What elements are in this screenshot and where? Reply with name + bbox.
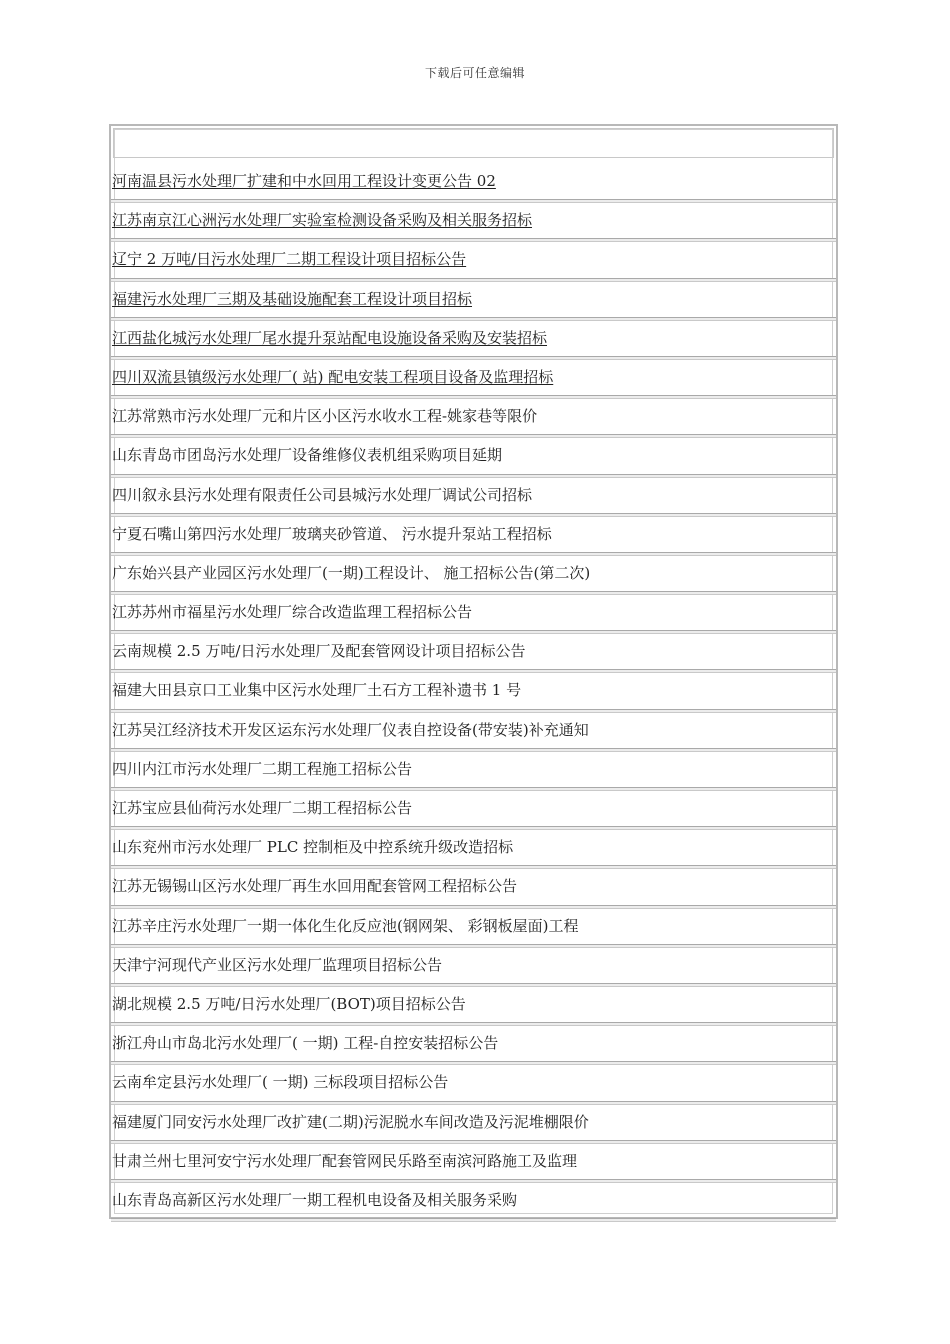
announcement-title: 宁夏石嘴山第四污水处理厂玻璃夹砂管道、 污水提升泵站工程招标	[112, 524, 552, 543]
table-row	[111, 399, 836, 438]
announcement-title: 福建厦门同安污水处理厂改扩建(二期)污泥脱水车间改造及污泥堆棚限价	[112, 1112, 589, 1131]
announcement-title: 山东兖州市污水处理厂 PLC 控制柜及中控系统升级改造招标	[112, 838, 514, 857]
table-row	[111, 478, 836, 517]
announcement-title: 山东青岛高新区污水处理厂一期工程机电设备及相关服务采购	[112, 1190, 518, 1209]
announcement-title: 云南规模 2.5 万吨/日污水处理厂及配套管网设计项目招标公告	[112, 642, 526, 661]
announcement-title: 四川叙永县污水处理有限责任公司县城污水处理厂调试公司招标	[112, 485, 533, 504]
table-row[interactable]	[111, 282, 836, 321]
table-row	[111, 987, 836, 1026]
table-rows	[111, 164, 836, 1222]
announcement-link[interactable]: 江苏南京江心洲污水处理厂实验室检测设备采购及相关服务招标	[112, 211, 533, 230]
table-row	[111, 869, 836, 908]
table-row[interactable]	[111, 321, 836, 360]
announcement-title: 四川内江市污水处理厂二期工程施工招标公告	[112, 759, 413, 778]
announcement-link[interactable]: 四川双流县镇级污水处理厂( 站) 配电安装工程项目设备及监理招标	[112, 367, 554, 386]
announcement-title: 广东始兴县产业园区污水处理厂(一期)工程设计、 施工招标公告(第二次)	[112, 563, 591, 582]
table-row	[111, 752, 836, 791]
announcement-title: 湖北规模 2.5 万吨/日污水处理厂(BOT)项目招标公告	[112, 994, 466, 1013]
table-row	[111, 1105, 836, 1144]
table-row	[111, 1144, 836, 1183]
announcement-title: 江苏吴江经济技术开发区运东污水处理厂仪表自控设备(带安装)补充通知	[112, 720, 589, 739]
announcement-link[interactable]: 辽宁 2 万吨/日污水处理厂二期工程设计项目招标公告	[112, 250, 467, 269]
table-row	[111, 1026, 836, 1065]
announcement-table	[109, 124, 838, 1219]
table-row	[111, 438, 836, 477]
announcement-title: 山东青岛市团岛污水处理厂设备维修仪表机组采购项目延期	[112, 446, 503, 465]
table-row	[111, 517, 836, 556]
table-row[interactable]	[111, 360, 836, 399]
announcement-title: 甘肃兰州七里河安宁污水处理厂配套管网民乐路至南滨河路施工及监理	[112, 1151, 578, 1170]
table-row	[111, 1065, 836, 1104]
table-row[interactable]	[111, 242, 836, 281]
announcement-title: 浙江舟山市岛北污水处理厂( 一期) 工程-自控安装招标公告	[112, 1034, 499, 1053]
table-row	[111, 634, 836, 673]
announcement-title: 福建大田县京口工业集中区污水处理厂土石方工程补遗书 1 号	[112, 681, 522, 700]
announcement-title: 江苏宝应县仙荷污水处理厂二期工程招标公告	[112, 799, 413, 817]
table-row	[111, 830, 836, 869]
announcement-link[interactable]: 江西盐化城污水处理厂尾水提升泵站配电设施设备采购及安装招标	[112, 328, 548, 347]
announcement-title: 江苏苏州市福星污水处理厂综合改造监理工程招标公告	[112, 603, 473, 622]
table-row[interactable]	[111, 164, 836, 203]
table-row	[111, 909, 836, 948]
announcement-title: 江苏常熟市污水处理厂元和片区小区污水收水工程-姚家巷等限价	[112, 407, 538, 426]
table-row	[111, 713, 836, 752]
row-divider	[111, 1218, 836, 1222]
table-row	[111, 595, 836, 634]
page-header: 下载后可任意编辑	[424, 66, 525, 80]
table-row	[111, 673, 836, 712]
announcement-link[interactable]: 河南温县污水处理厂扩建和中水回用工程设计变更公告 02	[112, 172, 496, 190]
table-empty-header-row	[113, 128, 834, 158]
announcement-title: 江苏辛庄污水处理厂一期一体化生化反应池(钢网架、 彩钢板屋面)工程	[112, 916, 579, 935]
table-row	[111, 556, 836, 595]
table-row[interactable]	[111, 203, 836, 242]
table-row	[111, 791, 836, 830]
announcement-title: 江苏无锡锡山区污水处理厂再生水回用配套管网工程招标公告	[112, 877, 518, 896]
announcement-title: 天津宁河现代产业区污水处理厂监理项目招标公告	[112, 955, 443, 974]
announcement-title: 云南牟定县污水处理厂( 一期) 三标段项目招标公告	[112, 1073, 449, 1092]
announcement-link[interactable]: 福建污水处理厂三期及基础设施配套工程设计项目招标	[112, 289, 473, 308]
table-row	[111, 1183, 836, 1222]
table-row	[111, 948, 836, 987]
